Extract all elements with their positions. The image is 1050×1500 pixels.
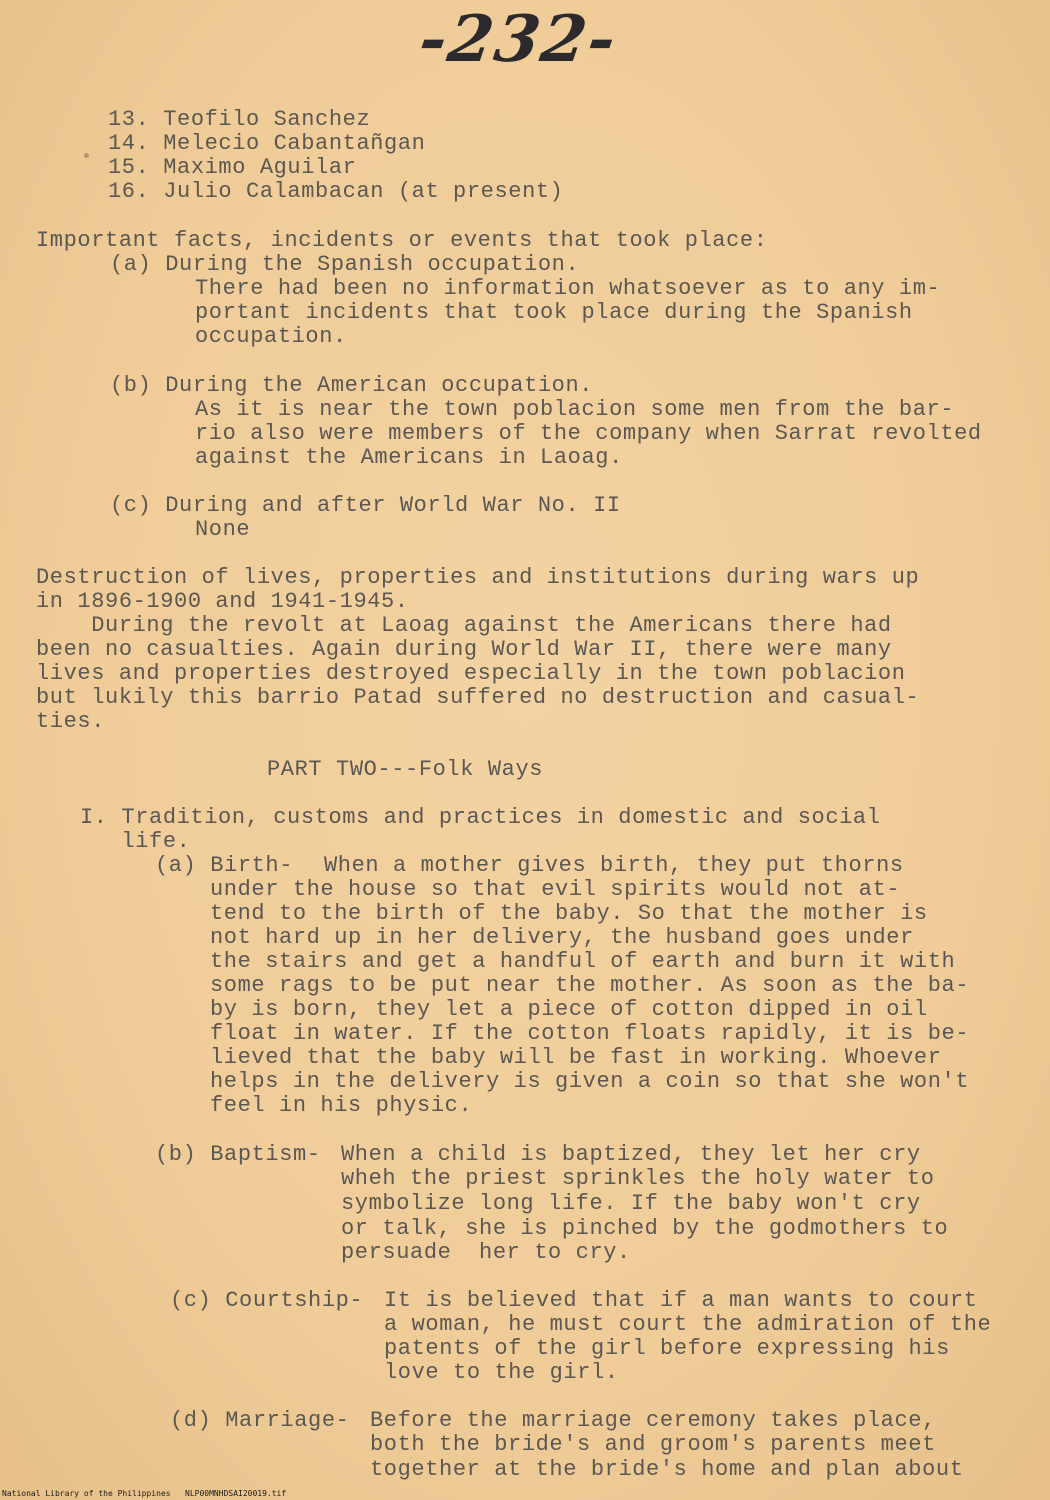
birth-text: lieved that the baby will be fast in working. Whoever (210, 1045, 942, 1070)
birth-label: (a) Birth- (155, 853, 294, 878)
scan-footer (2, 1489, 286, 1499)
paper-speck (84, 153, 89, 158)
names-list-item: 15. Maximo Aguilar (108, 155, 357, 180)
destruction-line: in 1896-1900 and 1941-1945. (36, 589, 409, 614)
birth-text: by is born, they let a piece of cotton dipped in oil (210, 997, 928, 1022)
spanish-occupation-text: There had been no information whatsoever as to any im- (195, 276, 941, 301)
names-list-item: 16. Julio Calambacan (at present) (108, 179, 564, 204)
part-two-heading: PART TWO---Folk Ways (267, 757, 544, 782)
marriage-text: Before the marriage ceremony takes place, (370, 1408, 936, 1433)
birth-text: When a mother gives birth, they put thorns (324, 853, 904, 878)
american-occupation-text: rio also were members of the company when Sarrat revolted (195, 421, 982, 446)
marriage-text: both the bride's and groom's parents meet (370, 1432, 936, 1457)
courtship-text: It is believed that if a man wants to court (384, 1288, 978, 1313)
footer-library: National Library of the Philippines (2, 1489, 171, 1498)
birth-text: some rags to be put near the mother. As soon as the ba- (210, 973, 970, 998)
destruction-line: ties. (36, 709, 106, 734)
courtship-text: patents of the girl before expressing his (384, 1336, 950, 1361)
birth-text: under the house so that evil spirits would not at- (210, 877, 901, 902)
destruction-line: but lukily this barrio Patad suffered no destruction and casual- (36, 685, 920, 710)
important-facts-heading: Important facts, incidents or events that took place: (36, 228, 768, 253)
courtship-text: a woman, he must court the admiration of the (384, 1312, 992, 1337)
baptism-text: wheh the priest sprinkles the holy water to (341, 1166, 935, 1191)
ww2-label: (c) During and after World War No. II (110, 493, 621, 518)
american-occupation-label: (b) During the American occupation. (110, 373, 594, 398)
american-occupation-text: against the Americans in Laoag. (195, 445, 623, 470)
tradition-heading: life. (80, 829, 191, 854)
footer-filename: NLP00MNHDSAI20019.tif (185, 1489, 287, 1498)
marriage-label: (d) Marriage- (170, 1408, 350, 1433)
birth-text: tend to the birth of the baby. So that the mother is (210, 901, 928, 926)
birth-text: feel in his physic. (210, 1093, 473, 1118)
page-number: -232- (414, 2, 623, 77)
baptism-text: persuade her to cry. (341, 1240, 631, 1265)
courtship-label: (c) Courtship- (170, 1288, 364, 1313)
destruction-line: During the revolt at Laoag against the Americans there had (36, 613, 892, 638)
birth-text: the stairs and get a handful of earth and burn it with (210, 949, 956, 974)
names-list-item: 14. Melecio Cabantañgan (108, 131, 426, 156)
destruction-line: Destruction of lives, properties and institutions during wars up (36, 565, 920, 590)
baptism-text: When a child is baptized, they let her cry (341, 1142, 921, 1167)
names-list-item: 13. Teofilo Sanchez (108, 107, 371, 132)
spanish-occupation-label: (a) During the Spanish occupation. (110, 252, 580, 277)
ww2-text: None (195, 517, 251, 542)
destruction-line: been no casualties. Again during World War II, there were many (36, 637, 892, 662)
spanish-occupation-text: occupation. (195, 324, 347, 349)
birth-text: float in water. If the cotton floats rapidly, it is be- (210, 1021, 970, 1046)
baptism-label: (b) Baptism- (155, 1142, 321, 1167)
destruction-line: lives and properties destroyed especially in the town poblacion (36, 661, 906, 686)
courtship-text: love to the girl. (384, 1360, 619, 1385)
american-occupation-text: As it is near the town poblacion some men from the bar- (195, 397, 955, 422)
birth-text: not hard up in her delivery, the husband goes under (210, 925, 914, 950)
birth-text: helps in the delivery is given a coin so that she won't (210, 1069, 970, 1094)
baptism-text: symbolize long life. If the baby won't cry (341, 1191, 921, 1216)
tradition-heading: I. Tradition, customs and practices in domestic and social (80, 805, 881, 830)
baptism-text: or talk, she is pinched by the godmothers to (341, 1216, 949, 1241)
spanish-occupation-text: portant incidents that took place during the Spanish (195, 300, 913, 325)
marriage-text: together at the bride's home and plan about (370, 1457, 964, 1482)
